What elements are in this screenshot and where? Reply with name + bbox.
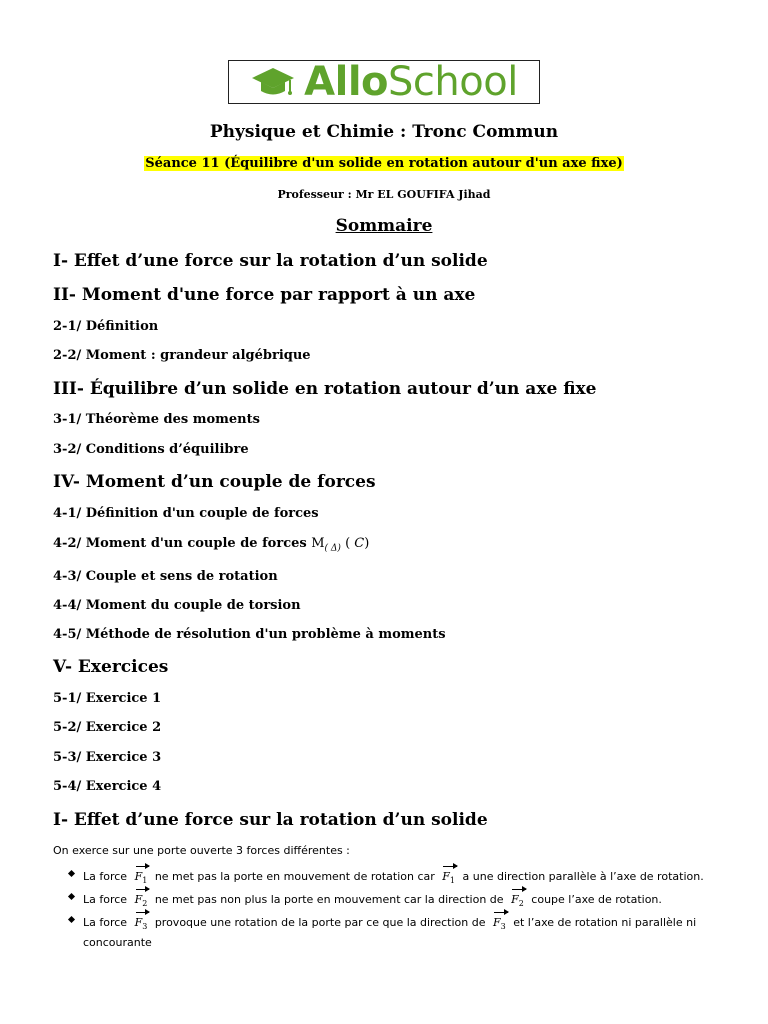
section-1-heading: I- Effet d’une force sur la rotation d’un solide <box>53 810 488 830</box>
list-item: La force $F_2$ ne met pas non plus la porte en mouvement car la direction de $F_2$ coupe l’axe de rotation. <box>66 889 726 911</box>
toc-section-2[interactable]: II- Moment d'une force par rapport à un axe <box>53 285 476 305</box>
vector-f3: $F_3$ <box>493 912 506 934</box>
toc-item-4-1[interactable]: 4-1/ Définition d'un couple de forces <box>53 506 319 521</box>
toc-item-4-4[interactable]: 4-4/ Moment du couple de torsion <box>53 598 301 613</box>
vector-f1: $F_1$ <box>135 866 148 888</box>
toc-section-1[interactable]: I- Effet d’une force sur la rotation d’un solide <box>53 251 488 271</box>
toc-item-2-1[interactable]: 2-1/ Définition <box>53 319 159 334</box>
toc-item-4-3[interactable]: 4-3/ Couple et sens de rotation <box>53 569 278 584</box>
vector-f2: $F_2$ <box>511 889 524 911</box>
toc-item-5-2[interactable]: 5-2/ Exercice 2 <box>53 720 162 735</box>
list-item: La force $F_3$ provoque une rotation de la porte par ce que la direction de $F_3$ et l’axe de rotation ni parallèle ni concourante <box>66 912 726 949</box>
forces-list <box>66 866 726 951</box>
vector-f1: $F_1$ <box>442 866 455 888</box>
toc-item-2-2[interactable]: 2-2/ Moment : grandeur algébrique <box>53 348 311 363</box>
sommaire-heading: Sommaire <box>335 216 433 236</box>
toc-item-5-4[interactable]: 5-4/ Exercice 4 <box>53 779 162 794</box>
list-item: La force $F_1$ ne met pas la porte en mouvement de rotation car $F_1$ a une direction parallèle à l’axe de rotation. <box>66 866 726 888</box>
section-1-intro: On exerce sur une porte ouverte 3 forces différentes : <box>53 844 350 857</box>
toc-section-4[interactable]: IV- Moment d’un couple de forces <box>53 472 376 492</box>
alloschool-logo[interactable] <box>228 60 540 104</box>
vector-f3: $F_3$ <box>135 912 148 934</box>
toc-item-4-5[interactable]: 4-5/ Méthode de résolution d'un problème à moments <box>53 627 446 642</box>
toc-section-3[interactable]: III- Équilibre d’un solide en rotation autour d’un axe fixe <box>53 379 597 399</box>
graduation-cap-icon <box>250 64 296 100</box>
toc-section-5[interactable]: V- Exercices <box>53 657 169 677</box>
moment-formula: $M_{( \Delta)}$ ( C) <box>311 536 370 554</box>
vector-f2: $F_2$ <box>135 889 148 911</box>
document-title: Physique et Chimie : Tronc Commun <box>209 122 559 142</box>
toc-item-5-3[interactable]: 5-3/ Exercice 3 <box>53 750 162 765</box>
professeur-line: Professeur : Mr EL GOUFIFA Jihad <box>277 188 491 201</box>
logo-text: AlloSchool <box>304 59 518 105</box>
toc-item-3-2[interactable]: 3-2/ Conditions d’équilibre <box>53 442 249 457</box>
toc-item-4-2[interactable] <box>53 536 369 554</box>
toc-item-5-1[interactable]: 5-1/ Exercice 1 <box>53 691 162 706</box>
seance-title: Séance 11 (Équilibre d'un solide en rotation autour d'un axe fixe) <box>145 156 623 171</box>
toc-item-3-1[interactable]: 3-1/ Théorème des moments <box>53 412 260 427</box>
toc-item-4-2-label: 4-2/ Moment d'un couple de forces <box>53 536 307 551</box>
